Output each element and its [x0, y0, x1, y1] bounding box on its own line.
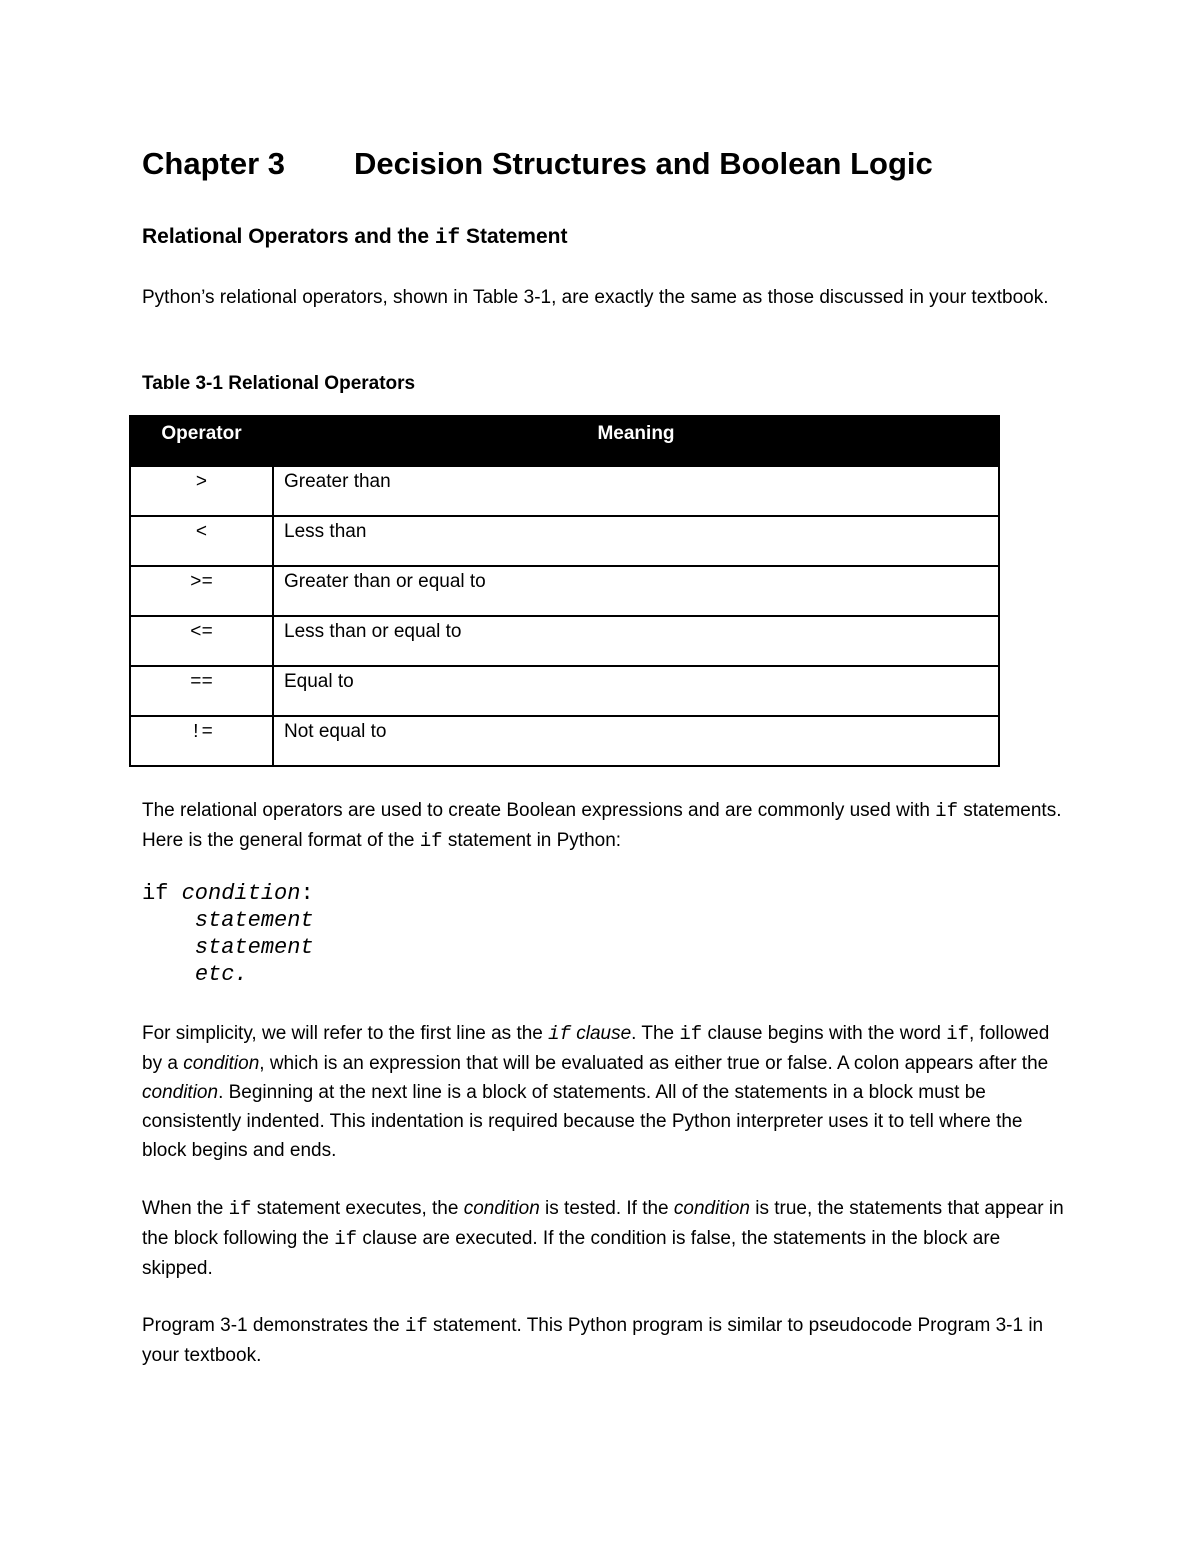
- intro-paragraph: Python’s relational operators, shown in Table 3-1, are exactly the same as those discussed in your textbook.: [142, 287, 1049, 308]
- meaning-cell: Not equal to: [273, 716, 999, 766]
- text-run: When the: [142, 1198, 229, 1219]
- meaning-cell: Greater than or equal to: [273, 566, 999, 616]
- text-run: statement executes, the: [251, 1198, 464, 1219]
- header-operator: Operator: [130, 416, 273, 466]
- section-heading-suffix: Statement: [460, 225, 568, 248]
- text-run: clause begins with the word: [702, 1023, 947, 1044]
- section-heading-code: if: [434, 227, 461, 250]
- operator-cell: <: [130, 516, 273, 566]
- text-run: statement. This Python program is similar to pseudocode Program 3-1 in your textbook.: [142, 1315, 1044, 1366]
- text-run: . The: [631, 1023, 680, 1044]
- text-run: is true, the statements that appear in the block following the: [142, 1198, 1064, 1249]
- chapter-number: Chapter 3: [142, 146, 285, 181]
- text-run: , followed by a: [142, 1023, 1050, 1074]
- operator-cell: ==: [130, 666, 273, 716]
- meaning-cell: Greater than: [273, 466, 999, 516]
- text-run: For simplicity, we will refer to the first line as the: [142, 1023, 549, 1044]
- text-run: The relational operators are used to create Boolean expressions and are commonly used with: [142, 800, 936, 821]
- operator-cell: <=: [130, 616, 273, 666]
- code-line-statement: statement: [194, 935, 314, 960]
- text-run: , which is an expression that will be evaluated as either true or false. A colon appears after the: [259, 1053, 1049, 1074]
- text-run: statement in Python:: [442, 830, 622, 851]
- italic-run: clause: [570, 1023, 632, 1044]
- paragraph-if-executes: [142, 1194, 1072, 1283]
- italic-run: condition: [673, 1198, 750, 1219]
- text-run: is tested. If the: [539, 1198, 674, 1219]
- meaning-cell: Equal to: [273, 666, 999, 716]
- operator-cell: >=: [130, 566, 273, 616]
- operator-cell: >: [130, 466, 273, 516]
- table-row: [130, 516, 999, 566]
- code-run: if: [228, 1198, 252, 1220]
- chapter-name: Decision Structures and Boolean Logic: [354, 146, 933, 181]
- code-run: if: [935, 800, 958, 822]
- operator-cell: !=: [130, 716, 273, 766]
- paragraph-boolean-expressions: [142, 796, 1072, 856]
- if-statement-format-code: [142, 880, 314, 988]
- code-line-statement: statement: [194, 908, 314, 933]
- code-run: if: [404, 1315, 428, 1337]
- code-colon: :: [300, 881, 314, 906]
- code-condition: condition: [181, 881, 301, 906]
- text-run: Program 3-1 demonstrates the: [142, 1315, 405, 1336]
- header-meaning: Meaning: [273, 416, 999, 466]
- meaning-cell: Less than or equal to: [273, 616, 999, 666]
- table-row: [130, 666, 999, 716]
- code-run: if: [548, 1023, 571, 1045]
- text-run: . Beginning at the next line is a block of statements. All of the statements in a block must be consistently indented. This indentation is required because the Python interpreter uses it to tell where the block begins and ends.: [142, 1082, 1023, 1161]
- text-run: clause are executed. If the condition is false, the statements in the block are skipped.: [142, 1228, 1001, 1279]
- chapter-title: [142, 142, 933, 186]
- code-keyword: if: [142, 881, 169, 906]
- italic-run: condition: [463, 1198, 540, 1219]
- paragraph-if-clause: [142, 1019, 1072, 1165]
- code-run: if: [334, 1228, 358, 1250]
- section-heading: [142, 222, 567, 254]
- table-header-row: [130, 416, 999, 466]
- table-row: [130, 616, 999, 666]
- code-line-etc: etc.: [194, 962, 248, 987]
- table-row: [130, 716, 999, 766]
- section-heading-prefix: Relational Operators and the: [142, 225, 435, 248]
- code-run: if: [679, 1023, 703, 1045]
- table-row: [130, 566, 999, 616]
- relational-operators-table: [129, 415, 1000, 767]
- table-row: [130, 466, 999, 516]
- text-run: statements. Here is the general format of the: [142, 800, 1062, 851]
- paragraph-program-3-1: [142, 1311, 1072, 1370]
- meaning-cell: Less than: [273, 516, 999, 566]
- italic-run: condition: [183, 1053, 260, 1074]
- table-caption: Table 3-1 Relational Operators: [142, 373, 416, 394]
- code-run: if: [946, 1023, 969, 1045]
- italic-run: condition: [142, 1082, 219, 1103]
- code-run: if: [419, 830, 443, 852]
